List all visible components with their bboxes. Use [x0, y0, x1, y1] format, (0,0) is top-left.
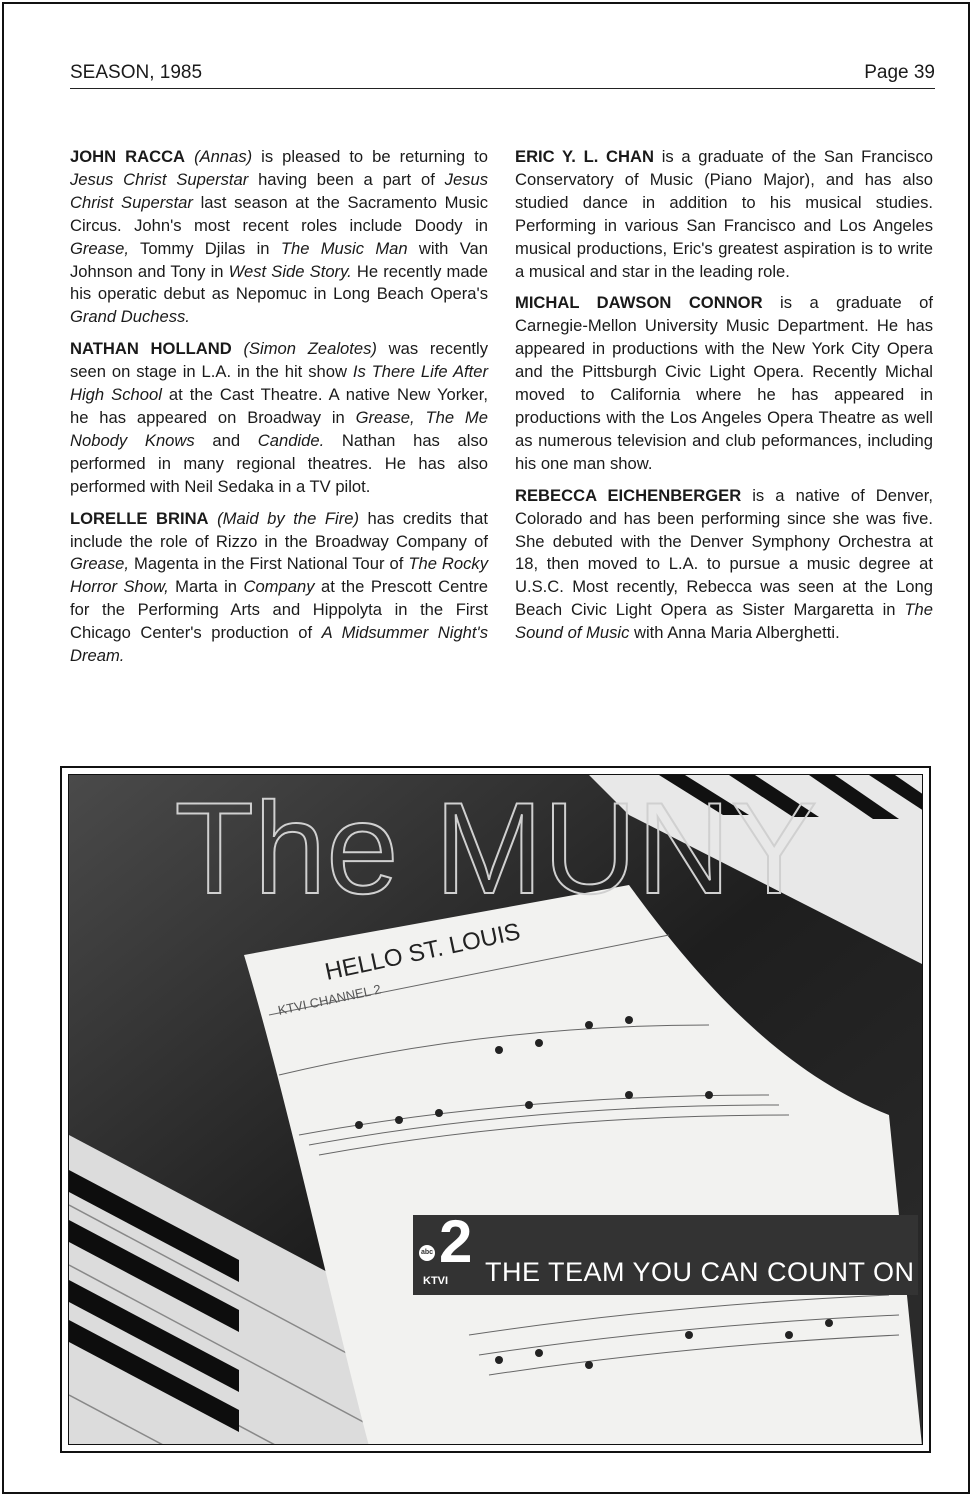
bio-text — [209, 509, 218, 528]
italic-title: Grease, — [70, 554, 130, 574]
bio-text: is a native of Denver, Colorado and has been performing since she was five. She debuted with the Denver Symphony Orchestra at 18, then moved to L.A. to pursue a music degree at U.S.C. Most recently, Rebecca was seen at the Long Beach Civic Light Opera as Sister Margaretta in — [515, 485, 933, 620]
bio-text: with Anna Maria Alberghetti. — [629, 623, 840, 643]
bio-text — [232, 339, 244, 358]
sheet-title: HELLO ST. LOUIS — [322, 918, 523, 986]
performer-name: REBECCA EICHENBERGER — [515, 485, 742, 505]
bio-paragraph — [515, 292, 933, 475]
page-number: Page 39 — [864, 62, 935, 83]
bio-text — [185, 147, 194, 166]
ad-tagline: THE TEAM YOU CAN COUNT ON — [485, 1257, 915, 1287]
bio-text: last season at the Sacramento Music Circus. John's most recent roles include Doody in — [70, 192, 488, 235]
italic-title: Candide. — [257, 430, 325, 450]
bio-text: Marta in — [168, 577, 244, 597]
ktvi-advertisement — [60, 766, 931, 1453]
italic-title: A Midsummer Night's Dream. — [70, 623, 488, 666]
channel-2-logo: 2 — [439, 1208, 473, 1275]
italic-title: Grease, The Me Nobody Knows — [70, 407, 488, 450]
bio-paragraph — [70, 338, 488, 498]
performer-name: JOHN RACCA — [70, 147, 186, 166]
season-label: SEASON, 1985 — [70, 62, 203, 83]
italic-title: Jesus Christ Superstar — [70, 169, 489, 212]
ad-photo — [68, 774, 923, 1445]
performer-name: NATHAN HOLLAND — [70, 339, 232, 359]
italic-title: Is There Life After High School — [70, 362, 488, 405]
bio-text: and — [194, 430, 258, 450]
italic-title: (Simon Zealotes) — [243, 339, 377, 359]
running-header — [70, 60, 935, 89]
left-column — [70, 146, 488, 677]
bio-text: has credits that include the role of Rizzo in the Broadway Company of — [70, 508, 488, 551]
bio-paragraph — [515, 485, 933, 645]
bio-paragraph — [70, 508, 488, 668]
bio-text: is pleased to be returning to — [252, 147, 488, 166]
bio-text: Tommy Djilas in — [129, 238, 281, 258]
bio-text: at the Cast Theatre. A native New Yorker, he has appeared on Broadway in — [70, 385, 488, 427]
bio-text: is a graduate of Carnegie-Mellon University Music Department. He has appeared in productions with the New York City Opera and the Pittsburgh Civic Light Opera. Recently Michal moved to California where he has appeared in productions with the Los Angeles Opera Theatre as well as numerous television and club peformances, including his one man show. — [515, 293, 933, 473]
italic-title: The Music Man — [280, 238, 408, 258]
abc-logo: abc — [419, 1245, 435, 1261]
bio-text: is a graduate of the San Francisco Conservatory of Music (Piano Major), and has also studied dance in addition to his musical studies. Performing in various San Francisco and Los Angeles musical productions, Eric's greatest aspiration is to write a musical and star in the leading role. — [515, 147, 933, 281]
italic-title: Jesus Christ Superstar — [70, 169, 249, 189]
bio-text: with Van Johnson and Tony in — [70, 238, 488, 281]
bio-paragraph — [515, 146, 933, 283]
bio-text: was recently seen on stage in L.A. in the hit show — [70, 339, 489, 382]
ktvi-logo: KTVI — [423, 1275, 449, 1287]
bio-text: having been a part of — [248, 169, 445, 189]
performer-name: ERIC Y. L. CHAN — [515, 147, 654, 166]
piano-sheet-music-illustration — [69, 775, 923, 1445]
performer-name: MICHAL DAWSON CONNOR — [515, 293, 763, 313]
italic-title: (Maid by the Fire) — [217, 508, 359, 528]
tagline-banner — [413, 1208, 918, 1295]
italic-title: West Side Story. — [228, 261, 352, 281]
right-column — [515, 146, 933, 654]
italic-title: The Rocky Horror Show, — [70, 554, 488, 597]
watermark-text: The MUNY — [174, 775, 818, 915]
sheet-subtitle: KTVI CHANNEL 2 — [276, 981, 383, 1018]
italic-title: The Sound of Music — [515, 600, 933, 643]
bio-text: at the Prescott Centre for the Performing Arts and Hippolyta in the First Chicago Center's production of — [70, 577, 488, 643]
italic-title: (Annas) — [194, 147, 253, 166]
bio-text: He recently made his operatic debut as Nepomuc in Long Beach Opera's — [70, 261, 489, 304]
italic-title: Grand Duchess. — [70, 307, 190, 327]
italic-title: Grease, — [70, 238, 130, 258]
performer-name: LORELLE BRINA — [70, 508, 209, 528]
bio-paragraph — [70, 146, 488, 329]
bio-text: Magenta in the First National Tour of — [129, 554, 409, 574]
italic-title: Company — [243, 577, 315, 597]
bio-text: Nathan has also performed in many regional theatres. He has also performed with Neil Sedaka in a TV pilot. — [70, 430, 488, 496]
